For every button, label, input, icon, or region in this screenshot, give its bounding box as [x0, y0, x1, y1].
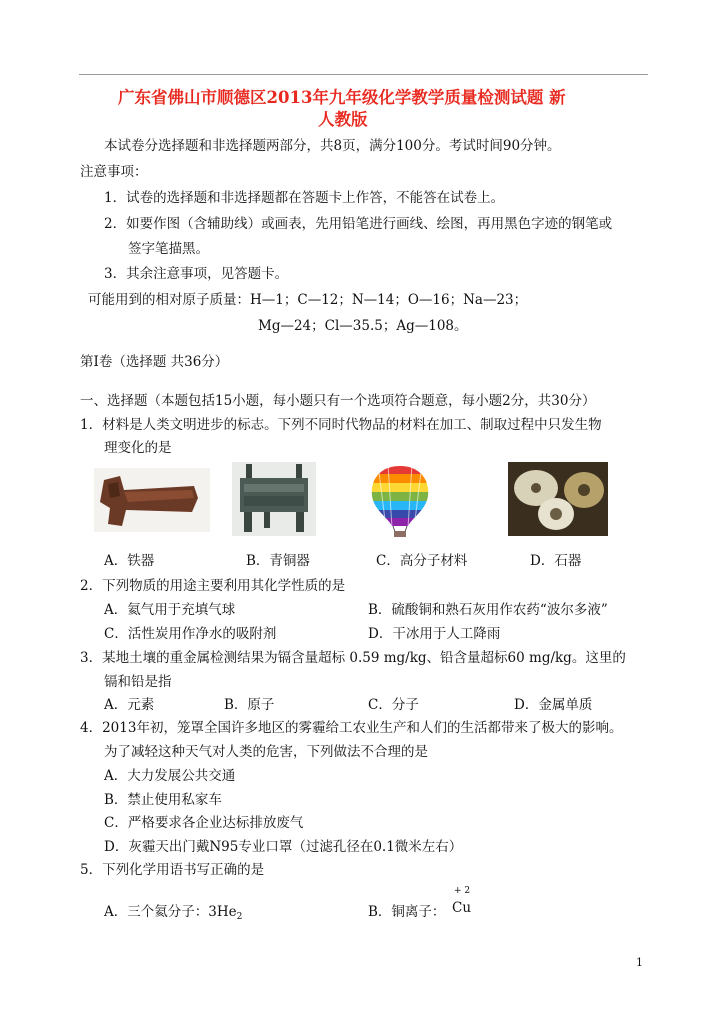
note-1: 1．试卷的选择题和非选择题都在答题卡上作答，不能答在试卷上。 [104, 190, 505, 206]
q5-option-b: B．铜离子： [368, 904, 446, 920]
q4-option-b: B．禁止使用私家车 [104, 792, 222, 808]
q5-option-b-symbol: Cu [452, 900, 472, 916]
note-2-continued: 签字笔描黑。 [128, 241, 209, 257]
note-2: 2．如要作图（含辅助线）或画表，先用铅笔进行画线、绘图，再用黑色字迹的钢笔或 [104, 216, 613, 232]
header-rule [79, 74, 648, 75]
q4-option-a: A．大力发展公共交通 [104, 768, 236, 784]
notes-heading: 注意事项： [80, 164, 148, 180]
q5-option-a-subscript: 2 [236, 912, 243, 922]
q2-option-d: D．干冰用于人工降雨 [368, 626, 501, 642]
q3-stem-line-2: 镉和铅是指 [104, 674, 172, 690]
iron-tool-image [94, 468, 210, 532]
part-one-heading: 第Ⅰ卷（选择题 共36分） [80, 354, 229, 370]
intro-text: 本试卷分选择题和非选择题两部分，共8页，满分100分。考试时间90分钟。 [104, 138, 561, 154]
q5-option-a [104, 900, 242, 922]
q1-option-a: A．铁器 [104, 553, 155, 569]
section-one-heading: 一、选择题（本题包括15小题，每小题只有一个选项符合题意，每小题2分，共30分） [80, 393, 596, 409]
q2-option-a: A．氦气用于充填气球 [104, 602, 236, 618]
atomic-masses-line-1: 可能用到的相对原子质量：H—1；C—12；N—14；O—16；Na—23； [88, 292, 528, 308]
q3-option-b: B．原子 [224, 697, 275, 713]
note-3: 3．其余注意事项，见答题卡。 [104, 266, 289, 282]
q3-option-c: C．分子 [368, 697, 419, 713]
bronze-vessel-image [232, 462, 316, 536]
q1-stem-line-1: 1．材料是人类文明进步的标志。下列不同时代物品的材料在加工、制取过程中只发生物 [80, 417, 602, 433]
q5-option-a-text: A．三个氦分子：3He [104, 904, 237, 920]
q4-option-d: D．灰霾天出门戴N95专业口罩（过滤孔径在0.1微米左右） [104, 839, 463, 855]
q3-option-a: A．元素 [104, 697, 155, 713]
q4-option-c: C．严格要求各企业达标排放废气 [104, 815, 304, 831]
q5-option-b-charge: + 2 [454, 886, 471, 896]
stone-tools-image [508, 462, 608, 536]
q1-option-c: C．高分子材料 [376, 553, 468, 569]
q3-option-d: D．金属单质 [514, 697, 593, 713]
q1-option-d: D．石器 [530, 553, 582, 569]
balloon-image [368, 464, 432, 538]
q5-stem: 5．下列化学用语书写正确的是 [80, 862, 265, 878]
q2-stem: 2．下列物质的用途主要利用其化学性质的是 [80, 578, 346, 594]
title-line-1: 广东省佛山市顺德区2013年九年级化学教学质量检测试题 新 [118, 88, 566, 107]
atomic-masses-line-2: Mg—24；Cl—35.5；Ag—108。 [258, 318, 468, 334]
q1-option-b: B．青铜器 [246, 553, 310, 569]
q4-stem-line-1: 4．2013年初，笼罩全国许多地区的雾霾给工农业生产和人们的生活都带来了极大的影响。 [80, 720, 623, 736]
q1-stem-line-2: 理变化的是 [104, 440, 172, 456]
title-line-2: 人教版 [318, 110, 368, 129]
q4-stem-line-2: 为了减轻这种天气对人类的危害，下列做法不合理的是 [104, 744, 428, 760]
page-number: 1 [636, 956, 643, 969]
q3-stem-line-1: 3．某地土壤的重金属检测结果为镉含量超标 0.59 mg/kg、铅含量超标60 mg/kg。这里的 [80, 650, 626, 666]
q2-option-b: B．硫酸铜和熟石灰用作农药“波尔多液” [368, 602, 608, 618]
q2-option-c: C．活性炭用作净水的吸附剂 [104, 626, 277, 642]
